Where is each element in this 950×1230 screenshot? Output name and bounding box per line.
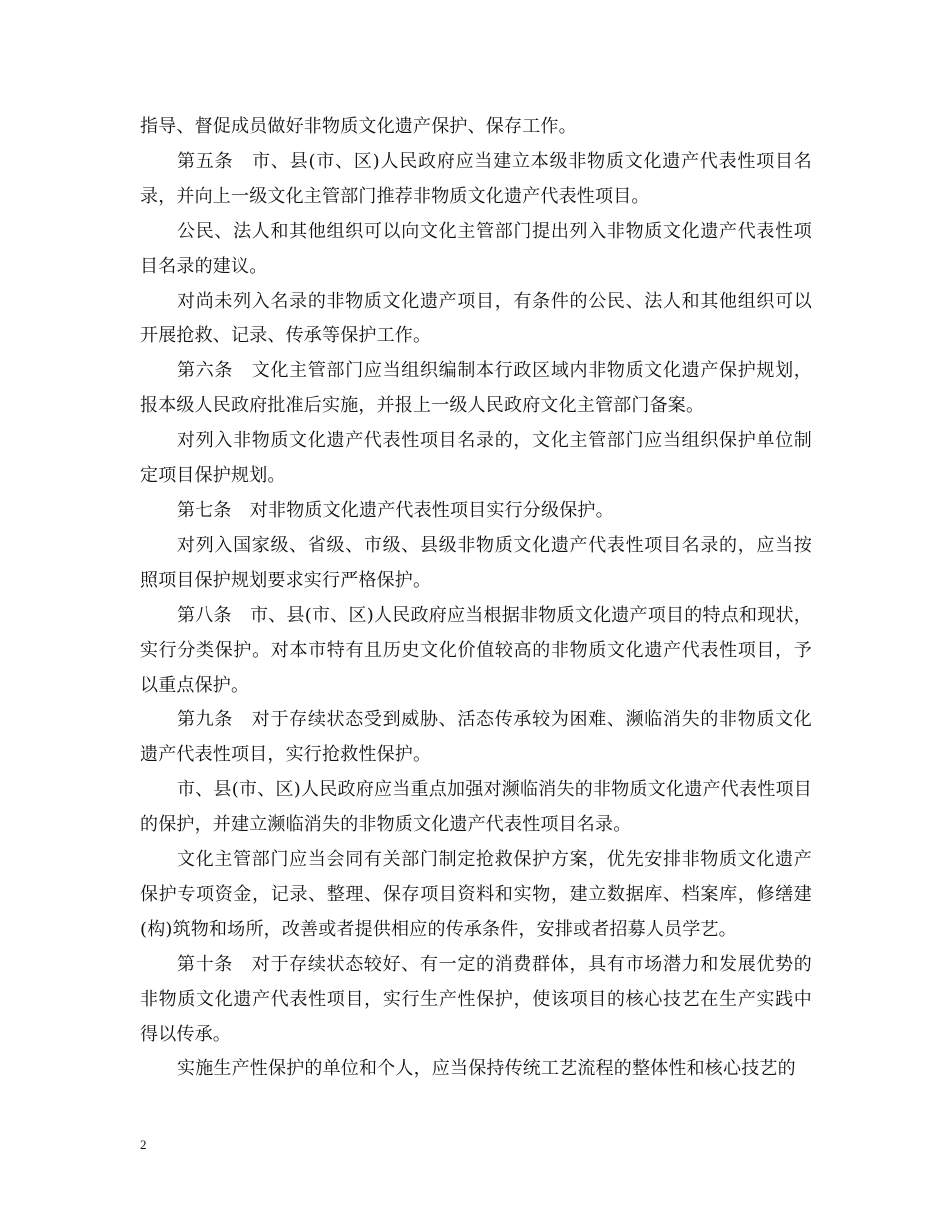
- document-body: [140, 110, 812, 1087]
- paragraph: 第十条 对于存续状态较好、有一定的消费群体，具有市场潜力和发展优势的非物质文化遗产代表性项目，实行生产性保护，使该项目的核心技艺在生产实践中得以传承。: [140, 953, 812, 1045]
- paragraph: 第五条 市、县(市、区)人民政府应当建立本级非物质文化遗产代表性项目名录，并向上一级文化主管部门推荐非物质文化遗产代表性项目。: [140, 150, 812, 207]
- paragraph: 对列入国家级、省级、市级、县级非物质文化遗产代表性项目名录的，应当按照项目保护规划要求实行严格保护。: [140, 534, 812, 591]
- paragraph: 第七条 对非物质文化遗产代表性项目实行分级保护。: [177, 499, 614, 521]
- paragraph: 第八条 市、县(市、区)人民政府应当根据非物质文化遗产项目的特点和现状，实行分类保护。对本市特有且历史文化价值较高的非物质文化遗产代表性项目，予以重点保护。: [140, 604, 812, 696]
- paragraph: 第六条 文化主管部门应当组织编制本行政区域内非物质文化遗产保护规划，报本级人民政府批准后实施，并报上一级人民政府文化主管部门备案。: [140, 360, 812, 417]
- paragraph: 实施生产性保护的单位和个人，应当保持传统工艺流程的整体性和核心技艺的: [177, 1058, 796, 1080]
- paragraph: 第九条 对于存续状态受到威胁、活态传承较为困难、濒临消失的非物质文化遗产代表性项目，实行抢救性保护。: [140, 709, 812, 766]
- paragraph: 市、县(市、区)人民政府应当重点加强对濒临消失的非物质文化遗产代表性项目的保护，并建立濒临消失的非物质文化遗产代表性项目名录。: [140, 779, 812, 836]
- paragraph: 公民、法人和其他组织可以向文化主管部门提出列入非物质文化遗产代表性项目名录的建议。: [140, 220, 812, 277]
- paragraph: 对尚未列入名录的非物质文化遗产项目，有条件的公民、法人和其他组织可以开展抢救、记录、传承等保护工作。: [140, 290, 812, 347]
- paragraph: 对列入非物质文化遗产代表性项目名录的，文化主管部门应当组织保护单位制定项目保护规划。: [140, 430, 812, 487]
- paragraph: 指导、督促成员做好非物质文化遗产保护、保存工作。: [140, 116, 577, 137]
- page-number: 2: [140, 1137, 147, 1152]
- paragraph: 文化主管部门应当会同有关部门制定抢救保护方案，优先安排非物质文化遗产保护专项资金，记录、整理、保存项目资料和实物，建立数据库、档案库，修缮建(构)筑物和场所，改善或者提供相应的传承条件，安排或者招募人员学艺。: [140, 849, 812, 940]
